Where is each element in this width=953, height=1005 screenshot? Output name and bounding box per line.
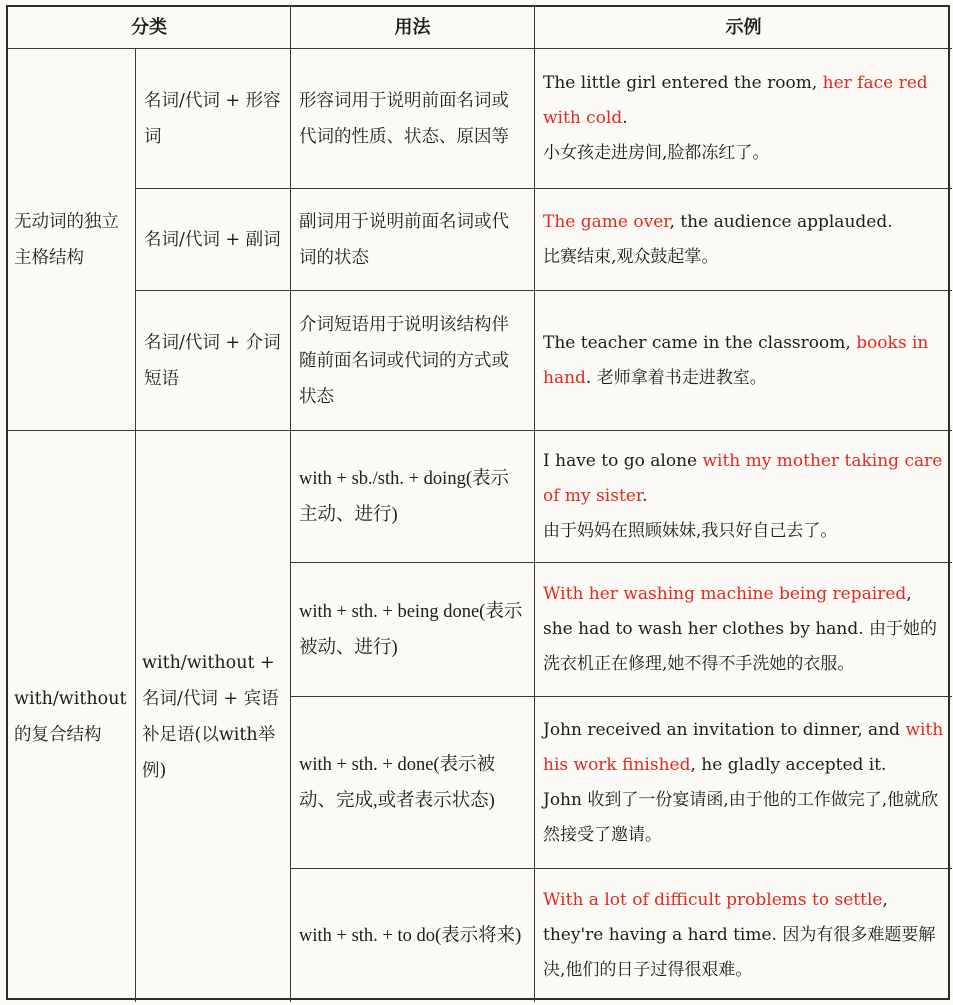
example-run: I have to go alone bbox=[543, 451, 703, 471]
example-run: , the audience applauded. bbox=[669, 211, 893, 232]
example-with-being-done bbox=[535, 563, 952, 697]
example-adverb bbox=[535, 189, 952, 291]
example-prep-phrase bbox=[535, 291, 952, 431]
example-with-to-do bbox=[535, 869, 952, 1002]
grammar-table bbox=[6, 5, 950, 1000]
example-run: The teacher came in the classroom, bbox=[543, 332, 857, 353]
example-run: 由于妈妈在照顾妹妹,我只好自己去了。 bbox=[543, 521, 838, 541]
usage-text: with + sth. + being done(表示被动、进行) bbox=[299, 601, 523, 658]
header-category: 分类 bbox=[8, 7, 291, 49]
usage-text: with + sb./sth. + doing(表示主动、进行) bbox=[299, 468, 509, 525]
highlighted-phrase: books in hand bbox=[543, 332, 929, 388]
example-text bbox=[543, 326, 944, 396]
example-run: , they're having a hard time. 因为有很多难题要解决,他们的日子过得很艰难。 bbox=[543, 890, 936, 980]
example-text bbox=[543, 577, 944, 682]
usage-text: 副词用于说明前面名词或代词的状态 bbox=[299, 211, 509, 268]
usage-with-being-done bbox=[291, 563, 535, 697]
sub-noun-adverb bbox=[136, 189, 291, 291]
sub-with-without bbox=[136, 431, 291, 1002]
usage-with-done bbox=[291, 697, 535, 869]
category-with-construction bbox=[8, 431, 136, 1002]
example-run: John 收到了一份宴请函,由于他的工作做完了,他就欣然接受了邀请。 bbox=[543, 789, 939, 845]
example-adjective bbox=[535, 49, 952, 189]
usage-with-to-do bbox=[291, 869, 535, 1002]
usage-text: 形容词用于说明前面名词或代词的性质、状态、原因等 bbox=[299, 90, 509, 147]
example-run: The little girl entered the room, bbox=[543, 73, 823, 93]
example-run: 比赛结束,观众鼓起掌。 bbox=[543, 246, 719, 267]
highlighted-phrase: with his work finished bbox=[543, 719, 944, 775]
example-run: John received an invitation to dinner, and bbox=[543, 719, 906, 740]
example-run: , he gladly accepted it. bbox=[690, 754, 887, 775]
example-text bbox=[543, 205, 944, 275]
highlighted-phrase: With her washing machine being repaired bbox=[543, 584, 907, 604]
example-with-done bbox=[535, 697, 952, 869]
category-label: 无动词的独立主格结构 bbox=[14, 211, 119, 268]
usage-adverb bbox=[291, 189, 535, 291]
usage-text: with + sth. + to do(表示将来) bbox=[299, 925, 522, 946]
example-text bbox=[543, 444, 944, 549]
usage-text: with + sth. + done(表示被动、完成,或者表示状态) bbox=[299, 754, 496, 811]
sub-noun-prep-phrase bbox=[136, 291, 291, 431]
example-run: , she had to wash her clothes by hand. 由于她的洗衣机正在修理,她不得不手洗她的衣服。 bbox=[543, 584, 938, 674]
example-with-doing bbox=[535, 431, 952, 563]
example-run: . 老师拿着书走进教室。 bbox=[585, 367, 767, 388]
header-example: 示例 bbox=[535, 7, 952, 49]
sub-label: with/without + 名词/代词 + 宾语补足语(以with举例) bbox=[142, 652, 279, 781]
example-text bbox=[543, 713, 944, 853]
example-text bbox=[543, 883, 944, 988]
category-label: with/without的复合结构 bbox=[14, 688, 127, 745]
sub-noun-adjective bbox=[136, 49, 291, 189]
highlighted-phrase: with my mother taking care of my sister bbox=[543, 451, 943, 506]
sub-label: 名词/代词 + 副词 bbox=[144, 229, 281, 250]
header-usage: 用法 bbox=[291, 7, 535, 49]
example-text bbox=[543, 66, 944, 171]
highlighted-phrase: her face red with cold bbox=[543, 73, 928, 128]
usage-adjective bbox=[291, 49, 535, 189]
example-run: . bbox=[642, 486, 648, 506]
usage-with-doing bbox=[291, 431, 535, 563]
example-run: . bbox=[622, 108, 628, 128]
example-run: 小女孩走进房间,脸都冻红了。 bbox=[543, 143, 770, 163]
usage-text: 介词短语用于说明该结构伴随前面名词或代词的方式或状态 bbox=[299, 314, 509, 407]
usage-prep-phrase bbox=[291, 291, 535, 431]
sub-label: 名词/代词 + 形容词 bbox=[144, 90, 281, 147]
highlighted-phrase: With a lot of difficult problems to settle bbox=[543, 890, 883, 910]
highlighted-phrase: The game over bbox=[543, 211, 670, 232]
category-absolute-construction bbox=[8, 49, 136, 431]
sub-label: 名词/代词 + 介词短语 bbox=[144, 332, 281, 389]
